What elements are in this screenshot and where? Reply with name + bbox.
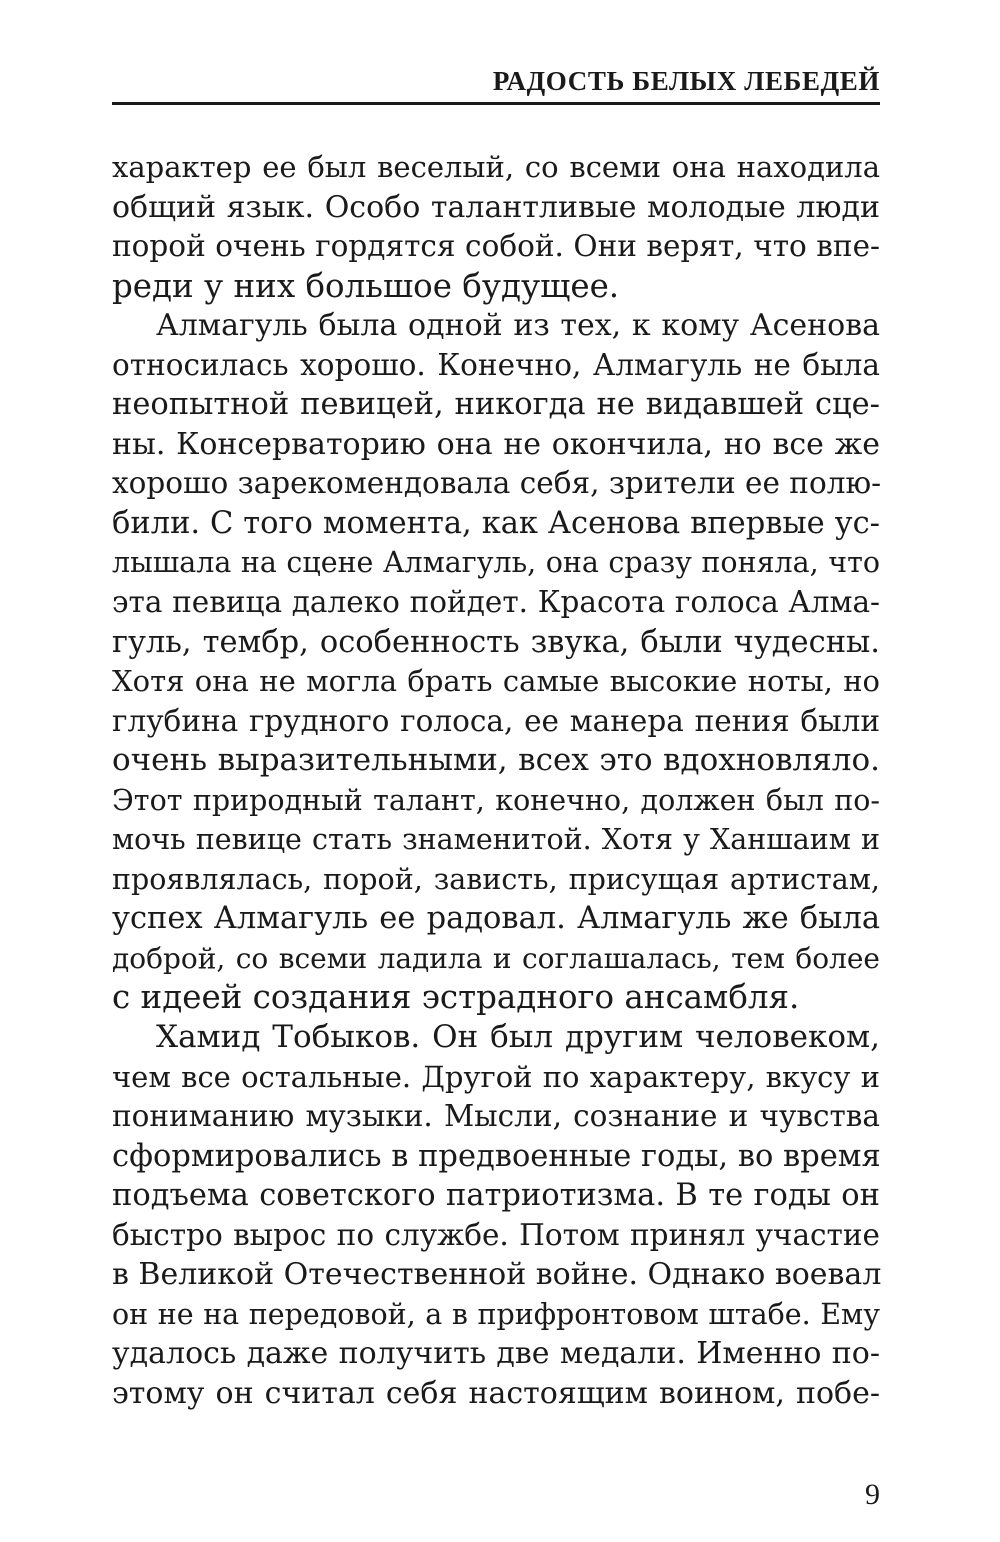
body-text — [112, 148, 880, 1414]
text-line: ны. Консерваторию она не окончила, но все же — [112, 426, 880, 462]
text-line: хорошо зарекомендовала себя, зрители ее полю- — [112, 466, 882, 501]
text-line: лышала на сцене Алмагуль, она сразу поняла, что — [112, 546, 880, 580]
text-line: пониманию музыки. Мысли, сознание и чувства — [112, 1099, 880, 1134]
text-line: общий язык. Особо талантливые молодые люди — [112, 189, 880, 225]
text-line: глубина грудного голоса, ее манера пения были — [112, 703, 880, 738]
text-line: неопытной певицей, никогда не видавшей сце- — [112, 387, 880, 423]
paragraph-first-line: Хамид Тобыков. Он был другим человеком, — [156, 1019, 880, 1056]
text-line: проявлялась, порой, зависть, присущая артистам, — [112, 862, 880, 896]
text-line: Хотя она не могла брать самые высокие ноты, но — [112, 664, 880, 699]
running-head-title: РАДОСТЬ БЕЛЫХ ЛЕБЕДЕЙ — [492, 66, 880, 96]
text-line: он не на передовой, а в прифронтовом штабе. Ему — [112, 1297, 880, 1331]
text-line: успех Алмагуль ее радовал. Алмагуль же была — [112, 901, 880, 937]
text-line: с идеей создания эстрадного ансамбля. — [112, 978, 800, 1017]
text-line: Этот природный талант, конечно, должен был по- — [112, 783, 880, 817]
text-line: доброй, со всеми ладила и соглашалась, тем более — [112, 941, 880, 975]
text-line: очень выразительными, всех это вдохновляло. — [112, 742, 880, 779]
text-line: порой очень гордятся собой. Они верят, что впе- — [112, 229, 880, 264]
text-line: мочь певице стать знаменитой. Хотя у Ханшаим и — [112, 823, 880, 857]
text-line: этому он считал себя настоящим воином, побе- — [112, 1375, 880, 1411]
text-line: гуль, тембр, особенность звука, были чудесны. — [112, 624, 880, 660]
text-line: удалось даже получить две медали. Именно по- — [112, 1336, 880, 1372]
text-line: реди у них большое будущее. — [112, 266, 620, 305]
text-line: чем все остальные. Другой по характеру, вкусу и — [112, 1059, 880, 1094]
running-head — [112, 60, 880, 105]
paragraph-first-line: Алмагуль была одной из тех, к кому Асенова — [156, 308, 880, 344]
text-line: эта певица далеко пойдет. Красота голоса Алма- — [112, 585, 880, 620]
text-line: били. С того момента, как Асенова впервые ус- — [112, 505, 880, 541]
text-line: сформировались в предвоенные годы, во время — [112, 1138, 881, 1174]
page-number: 9 — [865, 1478, 880, 1511]
text-line: относилась хорошо. Конечно, Алмагуль не была — [112, 347, 880, 382]
text-line: подъема советского патриотизма. В те годы он — [112, 1178, 880, 1214]
text-line: быстро вырос по службе. Потом принял участие — [112, 1217, 880, 1252]
text-line: характер ее был веселый, со всеми она находила — [112, 150, 880, 184]
text-line: в Великой Отечественной войне. Однако воевал — [112, 1257, 882, 1293]
